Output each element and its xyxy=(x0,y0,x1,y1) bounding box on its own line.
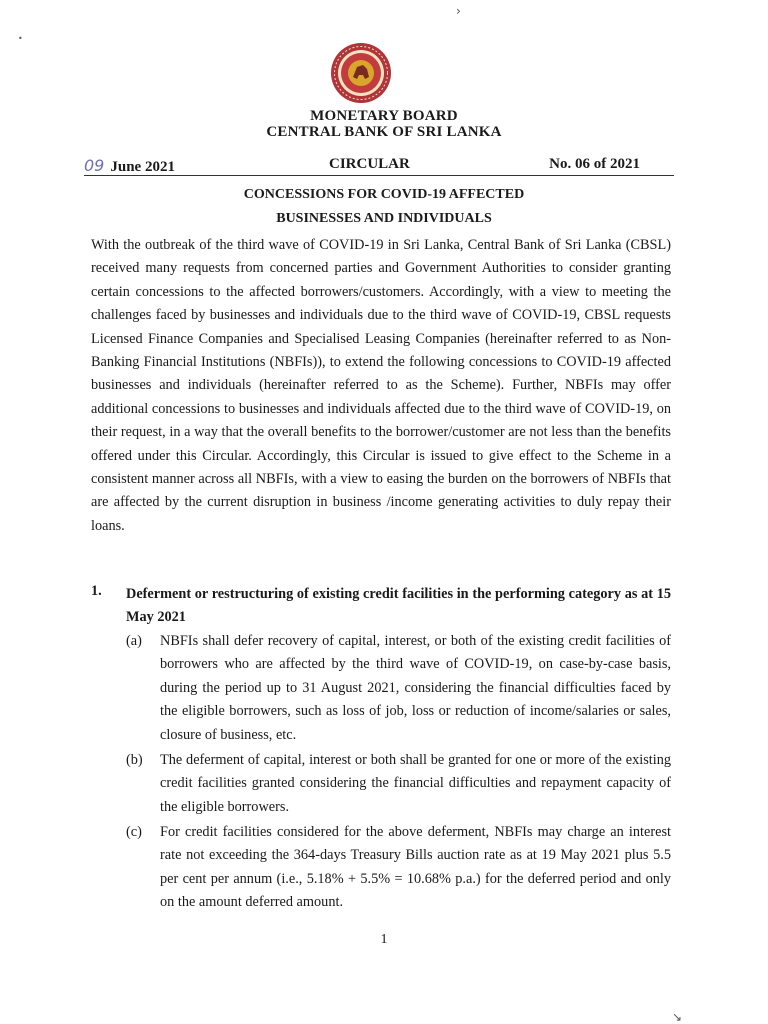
list-item-label: (c) xyxy=(126,824,142,840)
section-number: 1. xyxy=(91,583,102,599)
list-item-text: NBFIs shall defer recovery of capital, interest, or both of the existing credit facilities of borrowers who are affected by the third wave of COVID-19, on case-by-case basis, during the period up to 31 August 2021, considering the financial difficulties faced by the eligible borrowers, such as loss of job, loss or reduction of income/salaries or sales, closure of business, etc. xyxy=(160,633,671,743)
central-bank-seal-icon xyxy=(329,41,393,105)
circular-number: No. 06 of 2021 xyxy=(549,156,640,172)
list-item-text: For credit facilities considered for the above deferment, NBFIs may charge an interest rate not exceeding the 364-days Treasury Bills auction rate as at 19 May 2021 plus 5.5 per cent per annum (i.e., 5.18% + 5.5% = 10.68% p.a.) for the deferred period and only on the amount deferred amount. xyxy=(160,824,671,911)
scan-dot-mark: • xyxy=(18,34,23,43)
list-item-text: The deferment of capital, interest or both shall be granted for one or more of the existing credit facilities granted considering the financial difficulties and repayment capacity of the eligible borrowers. xyxy=(160,752,671,815)
board-title: MONETARY BOARD xyxy=(310,108,458,124)
scan-speck-mark: › xyxy=(456,4,461,18)
subject-line-1: CONCESSIONS FOR COVID-19 AFFECTED xyxy=(243,187,525,202)
intro-paragraph: With the outbreak of the third wave of COVID-19 in Sri Lanka, Central Bank of Sri Lanka (CBSL) received many requests from concerned parties and Government Authorities to consider granting certain concessions to the affected borrowers/customers. Accordingly, with a view to meeting the challenges faced by businesses and individuals due to the third wave of COVID-19, CBSL requests Licensed Finance Companies and Specialised Leasing Companies (hereinafter referred to as Non-Banking Financial Institutions (NBFIs)), to extend the following concessions to COVID-19 affected businesses and individuals (hereinafter referred to as the Scheme). Further, NBFIs may offer additional concessions to businesses and individuals affected due to the third wave of COVID-19, on their request, in a way that the overall benefits to the borrower/customer are not less than the benefits offered under this Circular. Accordingly, this Circular is issued to give effect to the Scheme in a consistent manner across all NBFIs, with a view to easing the burden on the borrowers of NBFIs that are affected by the current disruption in business /income generating activities to duly repay their loans. xyxy=(91,237,671,534)
header-divider xyxy=(84,175,674,176)
bank-title: CENTRAL BANK OF SRI LANKA xyxy=(266,124,502,140)
circular-info-row xyxy=(84,156,672,176)
section-title: Deferment or restructuring of existing credit facilities in the performing category as at 15 May 2021 xyxy=(126,586,671,626)
handwritten-day: 09 xyxy=(84,156,105,175)
circular-label: CIRCULAR xyxy=(329,156,410,172)
circular-month-year: June 2021 xyxy=(110,159,175,175)
list-item-label: (a) xyxy=(126,633,142,649)
circular-date xyxy=(84,156,175,176)
list-item-label: (b) xyxy=(126,752,143,768)
subject-line-2: BUSINESSES AND INDIVIDUALS xyxy=(276,211,492,226)
page-number: 1 xyxy=(380,932,388,947)
scan-corner-mark: ↘ xyxy=(672,1010,683,1024)
